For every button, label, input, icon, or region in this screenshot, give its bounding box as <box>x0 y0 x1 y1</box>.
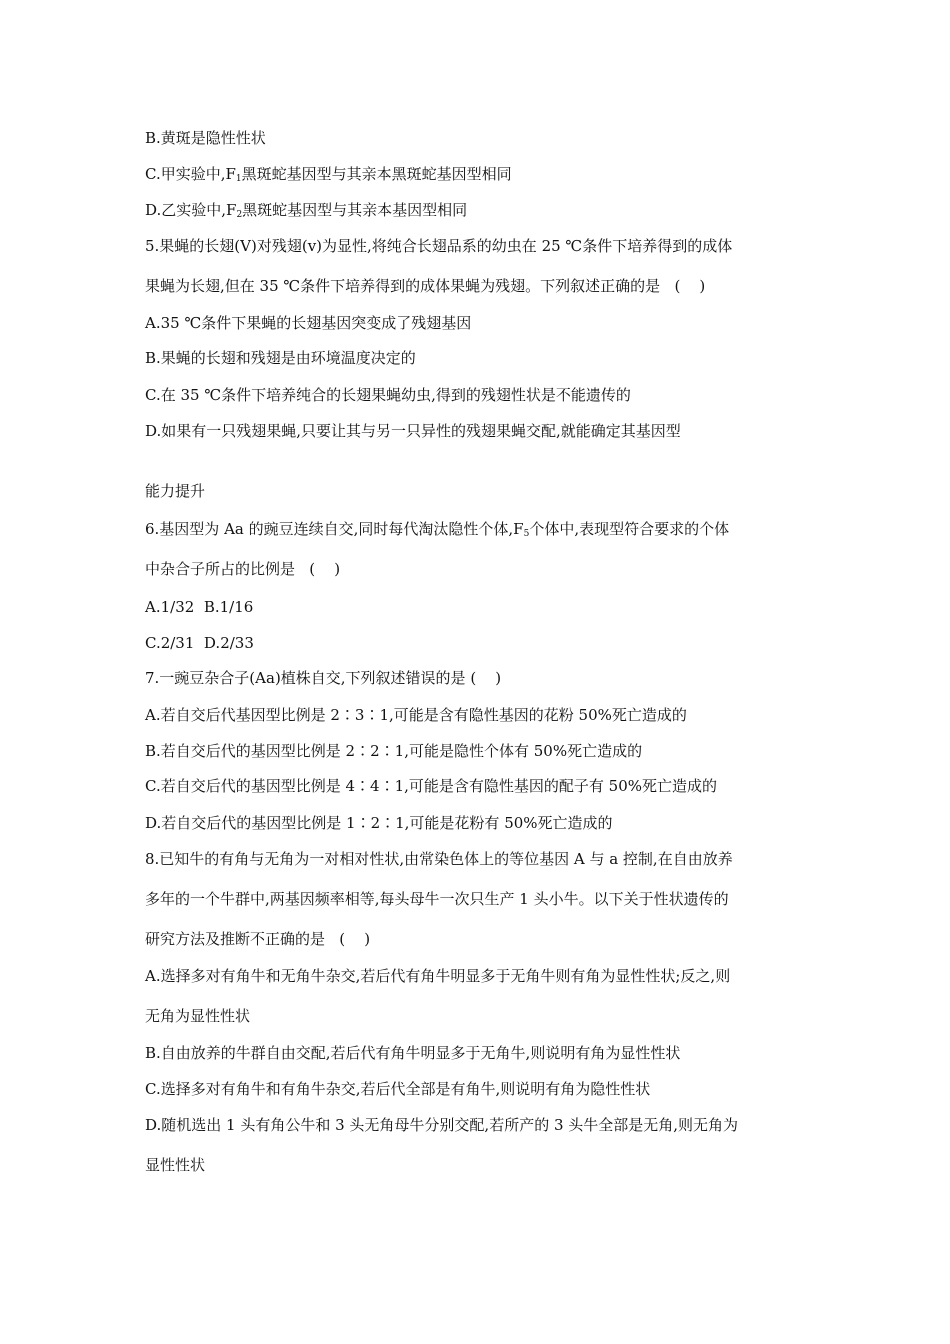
q7-option-c: C.若自交后代的基因型比例是 4∶4∶1,可能是含有隐性基因的配子有 50%死亡造成的 <box>145 777 717 795</box>
q5-stem-line-2: 果蝇为长翅,但在 35 ℃条件下培养得到的成体果蝇为残翅。下列叙述正确的是 ( ) <box>145 277 706 295</box>
q4-option-d: D.乙实验中$,F_2$黑斑蛇基因型与其亲本基因型相同 <box>145 201 468 220</box>
q8-stem-line-2: 多年的一个牛群中,两基因频率相等,每头母牛一次只生产 1 头小牛。以下关于性状遗传的 <box>145 890 729 908</box>
q7-option-b: B.若自交后代的基因型比例是 2∶2∶1,可能是隐性个体有 50%死亡造成的 <box>145 742 643 760</box>
q5-option-b: B.果蝇的长翅和残翅是由环境温度决定的 <box>145 349 416 367</box>
q6-stem-line-2: 中杂合子所占的比例是 ( ) <box>145 560 341 578</box>
q6-stem-line-1: 6.基因型为 Aa 的豌豆连续自交,同时每代淘汰隐性个体$,F_5$个体中,表现型符合要求的个体 <box>145 520 730 539</box>
q8-option-d-line-2: 显性性状 <box>145 1156 206 1174</box>
q4-option-c: C.甲实验中$,F_1$黑斑蛇基因型与其亲本黑斑蛇基因型相同 <box>145 165 512 184</box>
q5-option-c: C.在 35 ℃条件下培养纯合的长翅果蝇幼虫,得到的残翅性状是不能遗传的 <box>145 386 631 404</box>
q8-stem-line-1: 8.已知牛的有角与无角为一对相对性状,由常染色体上的等位基因 A 与 a 控制,在自由放养 <box>145 850 733 868</box>
q6-options-cd: C.2/31 D.2/33 <box>145 634 254 652</box>
section-title: 能力提升 <box>145 482 206 500</box>
q6-options-ab: A.1/32 B.1/16 <box>145 598 254 616</box>
q7-stem: 7.一豌豆杂合子(Aa)植株自交,下列叙述错误的是 ( ) <box>145 669 502 687</box>
q7-option-a: A.若自交后代基因型比例是 2∶3∶1,可能是含有隐性基因的花粉 50%死亡造成的 <box>145 706 687 724</box>
q8-stem-line-3: 研究方法及推断不正确的是 ( ) <box>145 930 371 948</box>
q5-option-d: D.如果有一只残翅果蝇,只要让其与另一只异性的残翅果蝇交配,就能确定其基因型 <box>145 422 681 440</box>
q8-option-b: B.自由放养的牛群自由交配,若后代有角牛明显多于无角牛,则说明有角为显性性状 <box>145 1044 681 1062</box>
q5-stem-line-1: 5.果蝇的长翅(V)对残翅(v)为显性,将纯合长翅品系的幼虫在 25 ℃条件下培养得到的成体 <box>145 237 733 255</box>
q8-option-d-line-1: D.随机选出 1 头有角公牛和 3 头无角母牛分别交配,若所产的 3 头牛全部是无角,则无角为 <box>145 1116 739 1134</box>
q7-option-d: D.若自交后代的基因型比例是 1∶2∶1,可能是花粉有 50%死亡造成的 <box>145 814 613 832</box>
q8-option-a-line-1: A.选择多对有角牛和无角牛杂交,若后代有角牛明显多于无角牛则有角为显性性状;反之,则 <box>145 967 731 985</box>
q8-option-a-line-2: 无角为显性性状 <box>145 1007 251 1025</box>
q4-option-b: B.黄斑是隐性性状 <box>145 129 266 147</box>
q5-option-a: A.35 ℃条件下果蝇的长翅基因突变成了残翅基因 <box>145 314 472 332</box>
q8-option-c: C.选择多对有角牛和有角牛杂交,若后代全部是有角牛,则说明有角为隐性性状 <box>145 1080 651 1098</box>
